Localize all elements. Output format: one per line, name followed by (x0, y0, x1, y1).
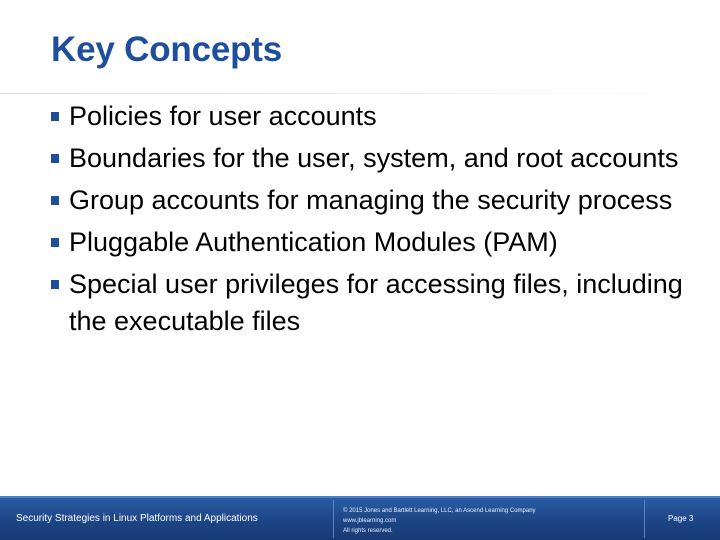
bullet-item (51, 266, 691, 340)
bullet-item (51, 140, 691, 177)
bullet-item (51, 98, 691, 135)
bullet-item (51, 182, 691, 219)
bullet-text: Group accounts for managing the security process (69, 185, 673, 215)
square-bullet-icon (51, 154, 59, 163)
page-number: Page 3 (668, 514, 694, 523)
square-bullet-icon (51, 196, 59, 205)
bullet-text: Boundaries for the user, system, and root accounts (69, 143, 679, 173)
rights-line: All rights reserved. (343, 528, 393, 534)
title-divider (0, 93, 720, 94)
footer-course-title: Security Strategies in Linux Platforms and Applications (16, 513, 258, 524)
slide-title: Key Concepts (51, 30, 282, 69)
footer-accent-line (0, 496, 720, 498)
copyright-line: © 2015 Jones and Bartlett Learning, LLC, an Ascend Learning Company (343, 508, 536, 514)
slide-footer (0, 496, 720, 540)
website-line: www.jblearning.com (343, 518, 397, 524)
bullet-text: Special user privileges for accessing files, including the executable files (69, 269, 683, 336)
footer-copyright (343, 506, 536, 536)
square-bullet-icon (51, 238, 59, 247)
square-bullet-icon (51, 280, 59, 289)
footer-divider (644, 500, 645, 538)
bullet-text: Policies for user accounts (69, 101, 377, 131)
bullet-item (51, 224, 691, 261)
bullet-list (51, 98, 691, 345)
bullet-text: Pluggable Authentication Modules (PAM) (69, 227, 558, 257)
footer-divider (333, 500, 334, 538)
square-bullet-icon (51, 112, 59, 121)
